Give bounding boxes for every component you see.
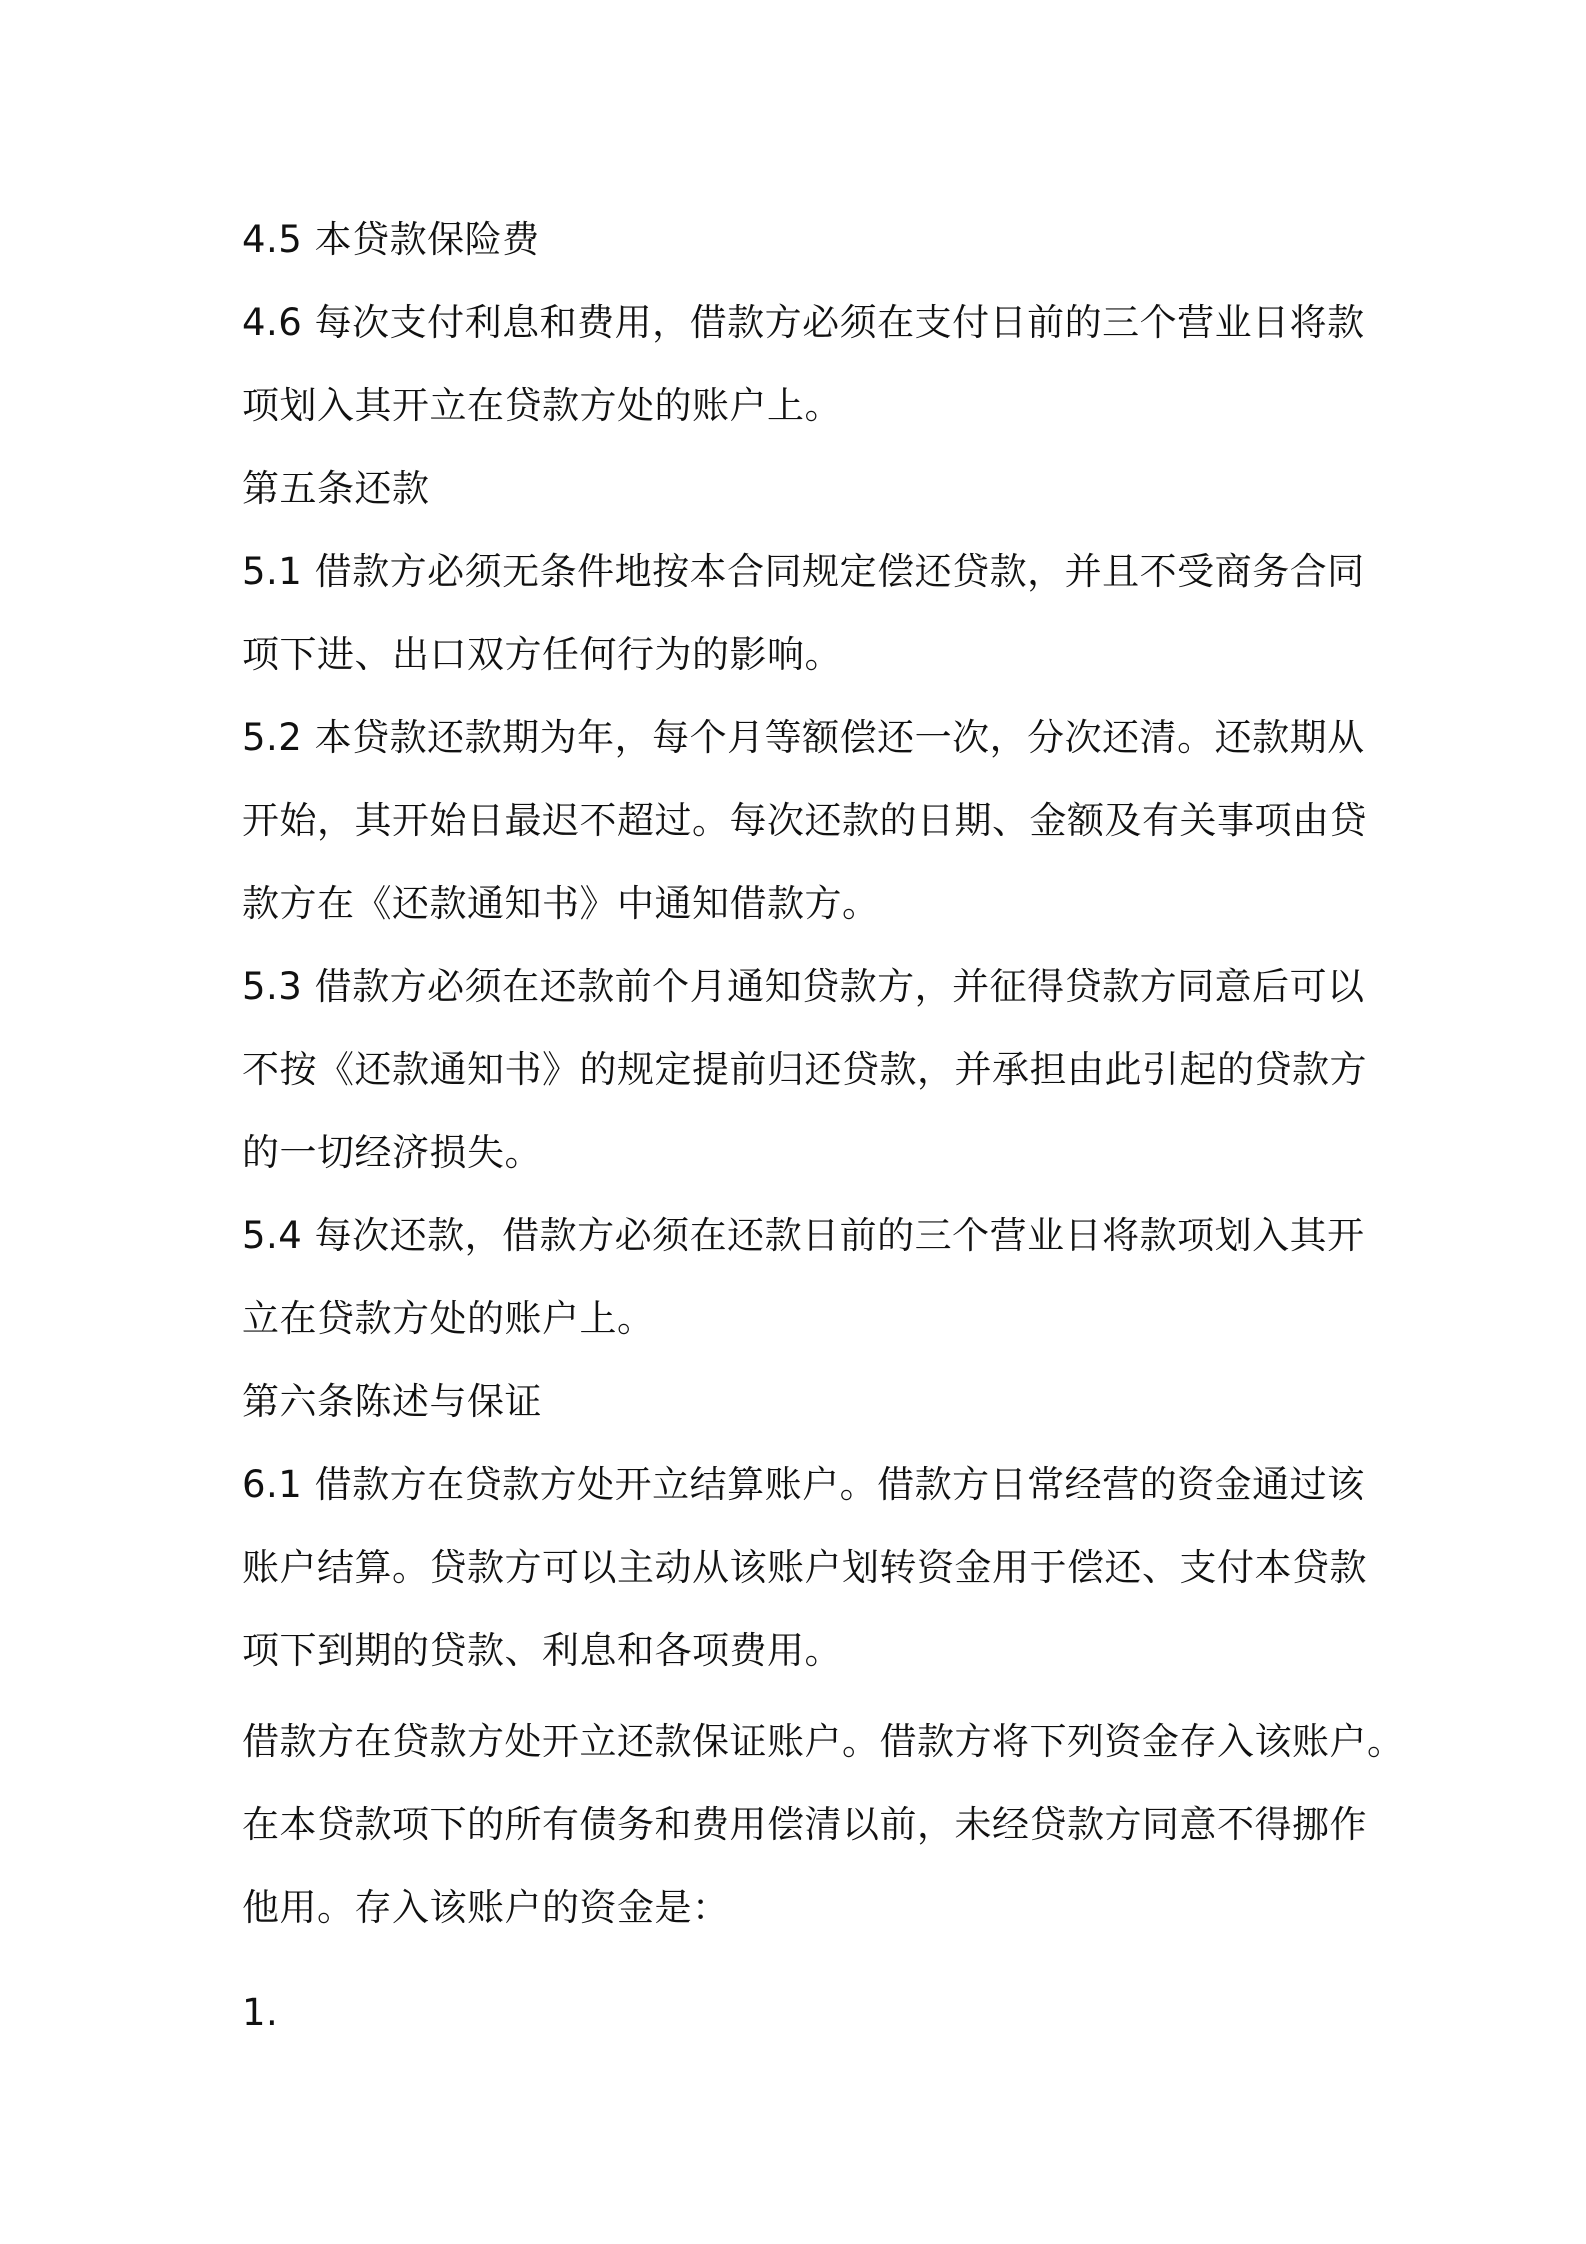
clause-5-2-line-2: 开始，其开始日最迟不超过。每次还款的日期、金额及有关事项由贷: [242, 799, 1367, 842]
clause-4-6-line-1: 4.6 每次支付利息和费用，借款方必须在支付日前的三个营业日将款: [242, 301, 1365, 344]
article-6-heading: 第六条陈述与保证: [242, 1380, 542, 1423]
paragraph-line-1: 借款方在贷款方处开立还款保证账户。借款方将下列资金存入该账户。: [242, 1720, 1405, 1763]
clause-5-4-line-1: 5.4 每次还款，借款方必须在还款日前的三个营业日将款项划入其开: [242, 1214, 1365, 1257]
clause-6-1-line-3: 项下到期的贷款、利息和各项费用。: [242, 1629, 842, 1672]
document-body: [242, 198, 1405, 2054]
clause-5-3-line-1: 5.3 借款方必须在还款前个月通知贷款方，并征得贷款方同意后可以: [242, 965, 1365, 1008]
clause-4-6-line-2: 项划入其开立在贷款方处的账户上。: [242, 384, 842, 427]
clause-6-1-line-1: 6.1 借款方在贷款方处开立结算账户。借款方日常经营的资金通过该: [242, 1463, 1365, 1506]
clause-6-1-line-2: 账户结算。贷款方可以主动从该账户划转资金用于偿还、支付本贷款: [242, 1546, 1367, 1589]
clause-5-3-line-3: 的一切经济损失。: [242, 1131, 542, 1174]
clause-5-1-line-2: 项下进、出口双方任何行为的影响。: [242, 633, 842, 676]
clause-5-2-line-3: 款方在《还款通知书》中通知借款方。: [242, 882, 880, 925]
paragraph-line-2: 在本贷款项下的所有债务和费用偿清以前，未经贷款方同意不得挪作: [242, 1803, 1367, 1846]
clause-5-3-line-2: 不按《还款通知书》的规定提前归还贷款，并承担由此引起的贷款方: [242, 1048, 1367, 1091]
article-5-heading: 第五条还款: [242, 467, 430, 510]
clause-4-5: 4.5 本贷款保险费: [242, 218, 540, 261]
clause-5-1-line-1: 5.1 借款方必须无条件地按本合同规定偿还贷款，并且不受商务合同: [242, 550, 1365, 593]
list-item-number: 1.: [242, 1991, 279, 2034]
clause-5-2-line-1: 5.2 本贷款还款期为年，每个月等额偿还一次，分次还清。还款期从: [242, 716, 1365, 759]
clause-5-4-line-2: 立在贷款方处的账户上。: [242, 1297, 655, 1340]
paragraph-line-3: 他用。存入该账户的资金是：: [242, 1886, 730, 1929]
